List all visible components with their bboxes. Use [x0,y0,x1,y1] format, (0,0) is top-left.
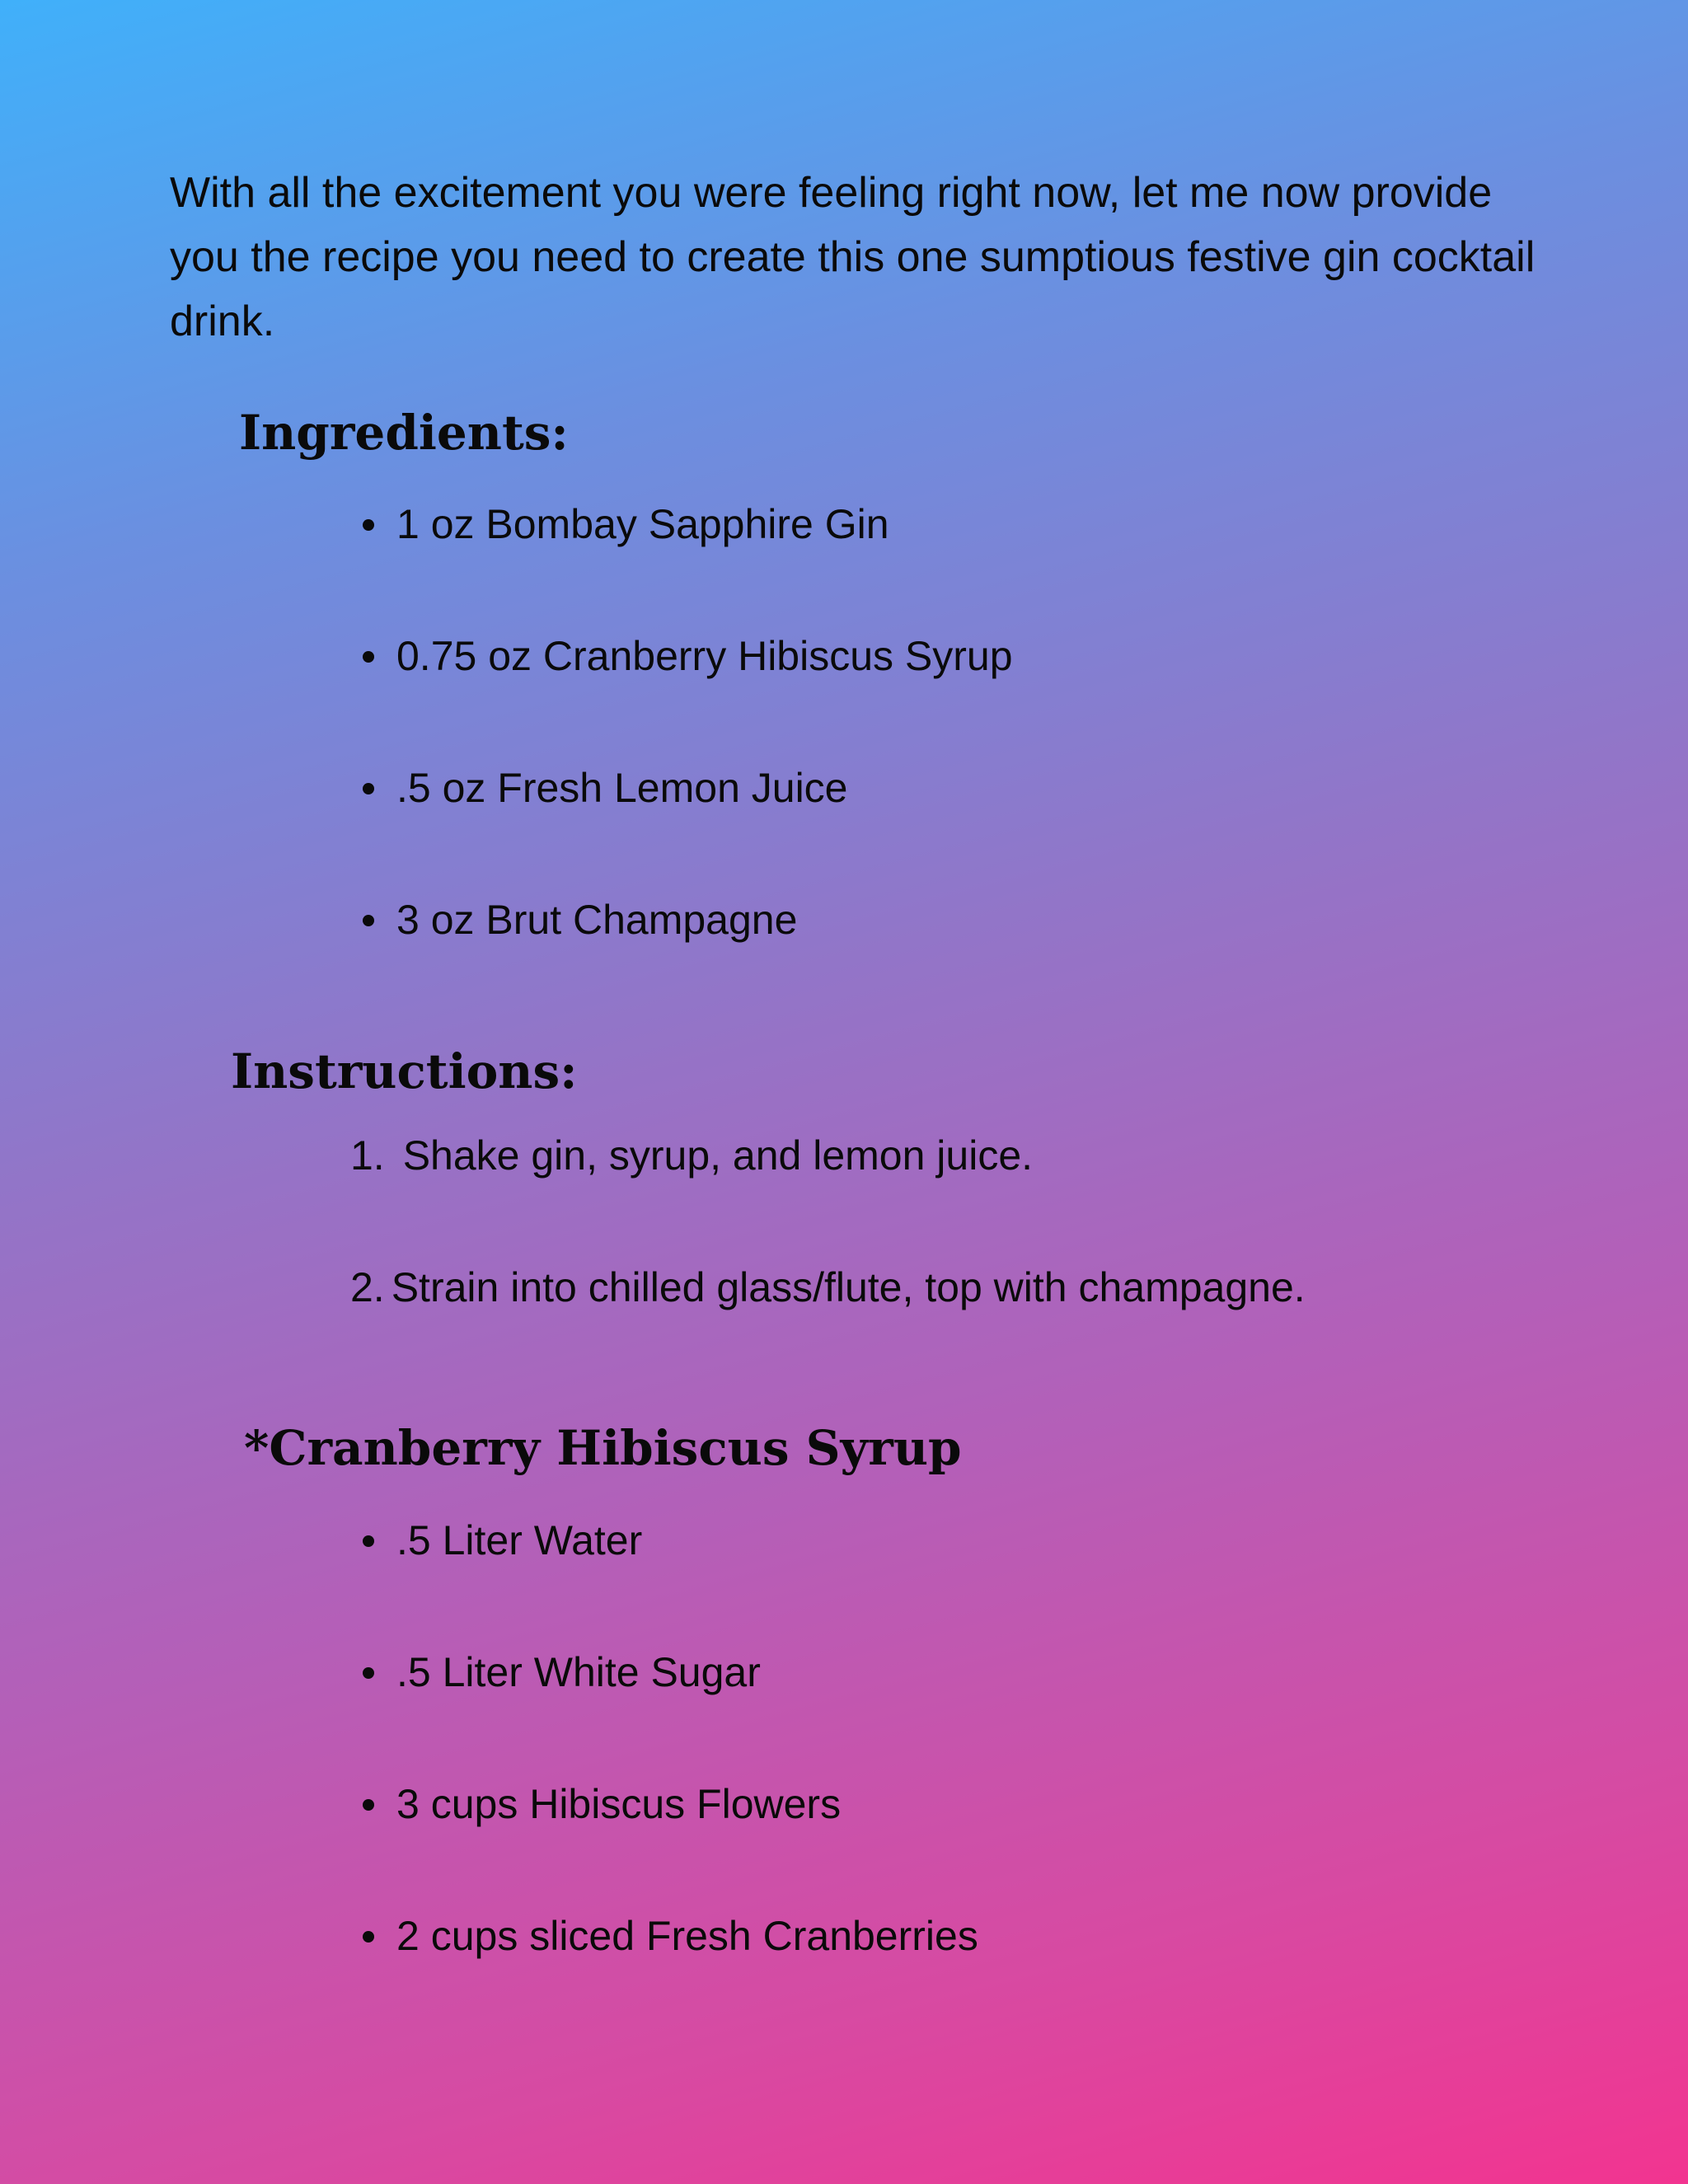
list-item [396,894,1013,1026]
syrup-ingredients-list [396,1515,978,2042]
bullet-icon [363,915,374,926]
list-item [396,1910,978,2042]
step-text: Strain into chilled glass/flute, top with champagne. [391,1264,1306,1310]
bullet-icon [363,1535,374,1547]
intro-paragraph: With all the excitement you were feeling right now, let me now provide you the recipe you need to create this one sumptious festive gin cocktail drink. [170,169,1536,345]
bullet-icon [363,783,374,794]
instructions-heading: Instructions: [231,1043,578,1099]
syrup-ingredient-text: 3 cups Hibiscus Flowers [396,1781,842,1827]
instructions-list [350,1130,1306,1394]
ingredients-list [396,499,1013,1026]
bullet-icon [363,1667,374,1679]
ingredient-text: 0.75 oz Cranberry Hibiscus Syrup [396,633,1013,679]
instruction-step [350,1262,1306,1394]
list-item [396,1515,978,1647]
list-item [396,630,1013,762]
bullet-icon [363,519,374,531]
bullet-icon [363,1931,374,1943]
syrup-ingredient-text: .5 Liter Water [396,1517,643,1563]
list-item [396,499,1013,630]
step-text: Shake gin, syrup, and lemon juice. [402,1132,1034,1179]
list-item [396,1779,978,1910]
bullet-icon [363,1799,374,1811]
instruction-step [350,1130,1306,1262]
syrup-ingredient-text: .5 Liter White Sugar [396,1649,761,1695]
ingredient-text: 1 oz Bombay Sapphire Gin [396,501,889,547]
ingredient-text: .5 oz Fresh Lemon Juice [396,765,848,811]
list-item [396,762,1013,894]
ingredients-heading: Ingredients: [239,405,569,461]
syrup-heading: *Cranberry Hibiscus Syrup [244,1420,962,1476]
ingredient-text: 3 oz Brut Champagne [396,897,798,943]
bullet-icon [363,651,374,663]
list-item [396,1647,978,1779]
step-number: 1. [350,1132,385,1179]
syrup-ingredient-text: 2 cups sliced Fresh Cranberries [396,1913,978,1959]
step-number: 2. [350,1264,385,1310]
